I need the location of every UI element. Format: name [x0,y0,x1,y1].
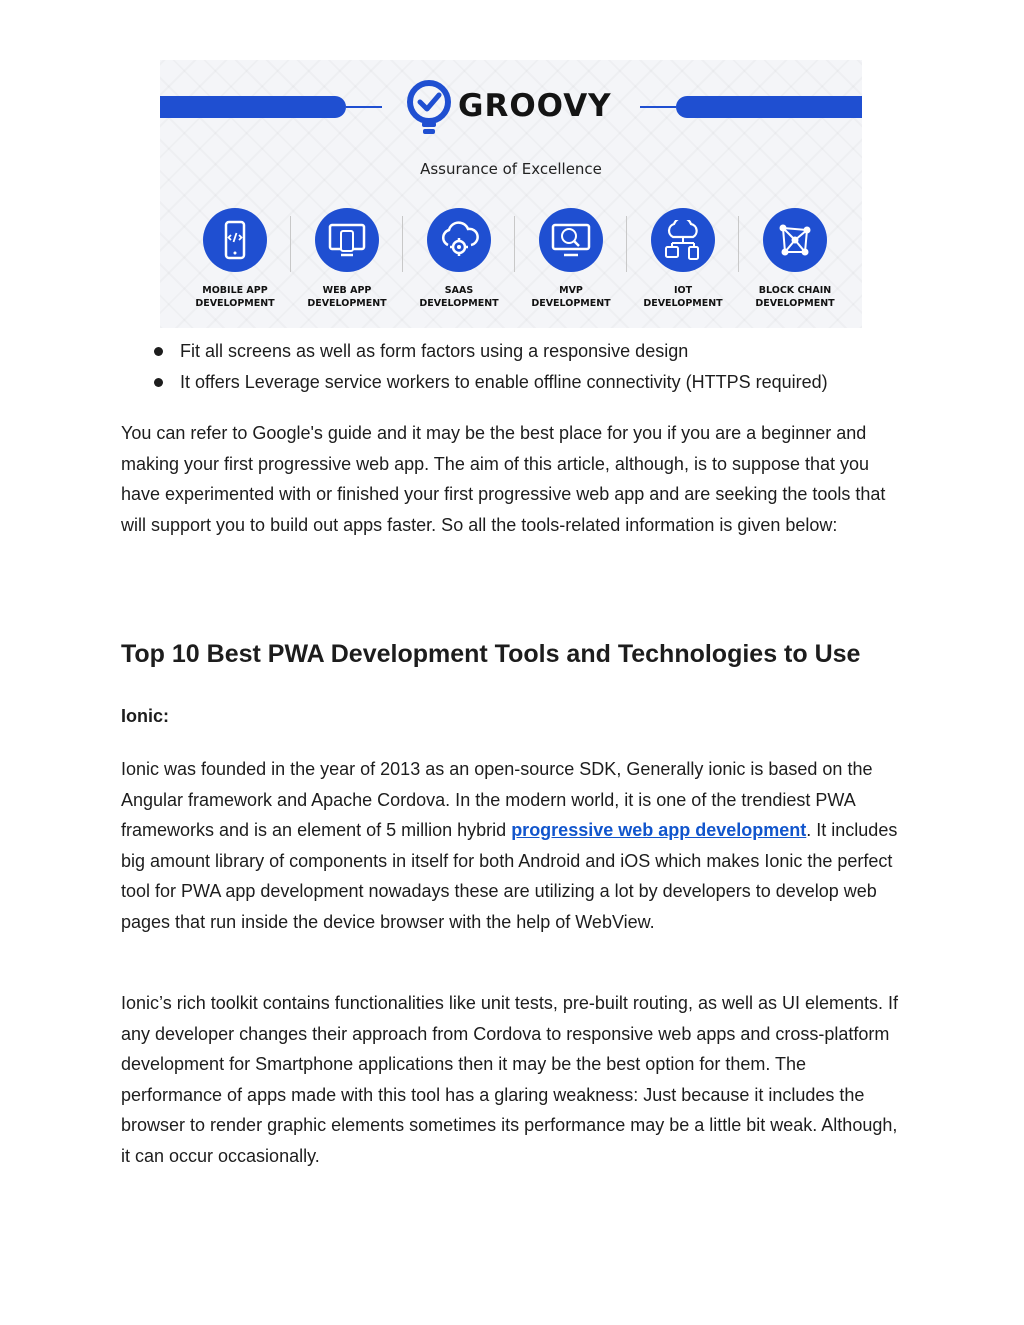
toolkit-text: Ionic’s rich toolkit contains functionalities like unit tests, pre-built routing, as well as UI elements. If any developer changes their approach from Cordova to responsive web apps and cross-platform development for Smartphone applications then it may be the best option for them. The performance of apps made with this tool has a glaring weakness: Just because it includes the browser to render graphic elements sometimes its performance may be a little bit weak. Although, it can occur occasionally. [121,993,899,1166]
service-iot [628,206,738,316]
service-divider [514,216,515,272]
bullet-icon [154,378,163,387]
banner-bar-left [160,96,346,118]
service-label-line1: BLOCK CHAIN [758,285,832,296]
service-divider [290,216,291,272]
ionic-text-after-link: . It includes big amount library of components in itself for both Android and iOS which makes Ionic the perfect tool for PWA app development nowadays these are utilizing a lot by developers to develop web pages that run inside the device browser with the help of WebView. [121,820,898,932]
bulb-check-icon [406,80,452,138]
bullet-icon [154,347,163,356]
mvp-magnifier-icon [539,208,603,272]
network-nodes-icon [763,208,827,272]
feature-list [150,336,930,398]
intro-paragraph [121,418,911,540]
service-label-line2: DEVELOPMENT [755,298,835,309]
service-label-line1: WEB APP [322,285,372,296]
service-label-line2: DEVELOPMENT [531,298,611,309]
service-label-line1: SAAS [444,285,474,296]
service-label-line2: DEVELOPMENT [643,298,723,309]
service-label-line1: IOT [673,285,693,296]
groovy-logo [406,80,626,140]
service-mvp [516,206,626,316]
monitor-phone-icon [315,208,379,272]
cloud-devices-icon [651,208,715,272]
service-label-line1: MOBILE APP [202,285,268,296]
service-divider [402,216,403,272]
banner-line-right [640,106,676,108]
list-item [150,367,930,398]
service-label-line1: MVP [559,285,583,296]
banner-tagline: Assurance of Excellence [420,160,602,178]
service-mobile-app [180,206,290,316]
list-item [150,336,930,367]
service-label-line2: DEVELOPMENT [419,298,499,309]
service-divider [626,216,627,272]
banner-bar-right [676,96,862,118]
logo-text: GROOVY [458,88,612,124]
intro-text: You can refer to Google's guide and it may be the best place for you if you are a beginner and making your first progressive web app. The aim of this article, although, is to suppose that you have experimented with or finished your first progressive web app and are seeking the tools that will support you to build out apps faster. So all the tools-related information is given below: [121,423,886,535]
service-label-line2: DEVELOPMENT [307,298,387,309]
service-saas [404,206,514,316]
services-row [180,206,852,316]
pwa-development-link[interactable]: progressive web app development [511,820,807,840]
service-block-chain [740,206,850,316]
service-web-app [292,206,402,316]
service-divider [738,216,739,272]
ionic-subheading: Ionic: [121,706,169,726]
toolkit-paragraph [121,988,911,1171]
ionic-paragraph [121,754,911,937]
list-item-text: It offers Leverage service workers to enable offline connectivity (HTTPS required) [180,372,828,392]
service-label-line2: DEVELOPMENT [195,298,275,309]
groovy-banner [160,60,862,328]
banner-line-left [346,106,382,108]
cloud-gear-icon [427,208,491,272]
mobile-code-icon [203,208,267,272]
list-item-text: Fit all screens as well as form factors using a responsive design [180,341,689,361]
section-heading: Top 10 Best PWA Development Tools and Technologies to Use [121,640,861,668]
ionic-text-before-link: Ionic was founded in the year of 2013 as an open-source SDK, Generally ionic is based on the Angular framework and Apache Cordova. In the modern world, it is one of the trendiest PWA frameworks and is an element of 5 million hybrid [121,759,873,840]
